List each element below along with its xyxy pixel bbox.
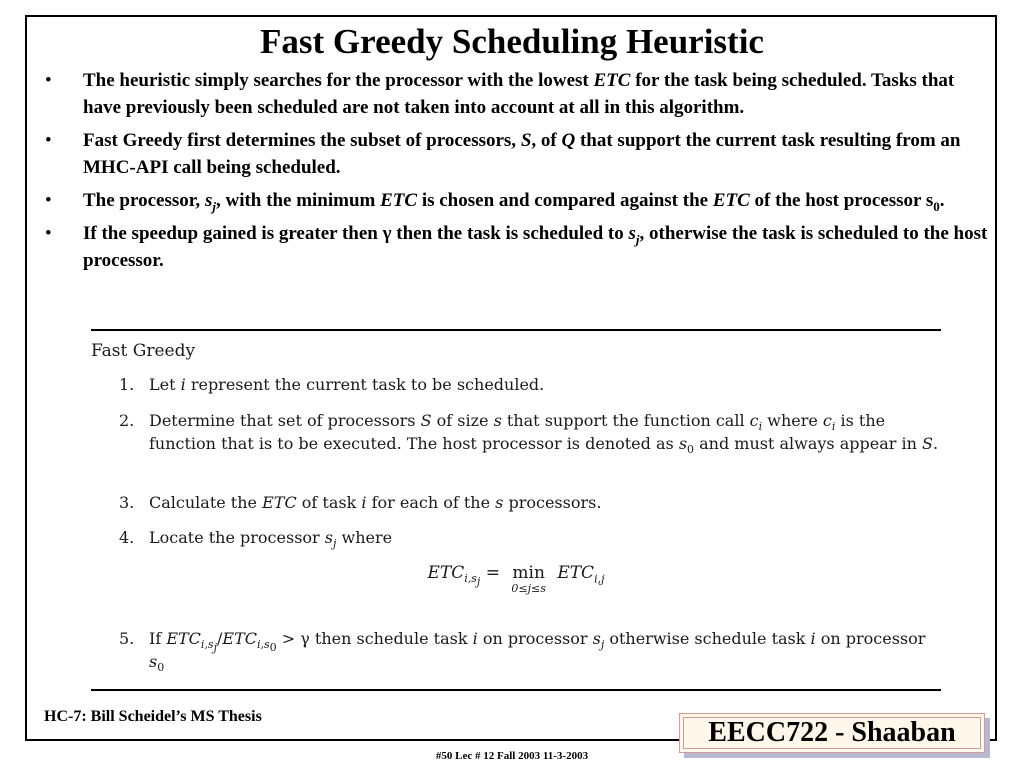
algorithm-box [91,329,941,691]
course-badge-label: EECC722 - Shaaban [683,717,981,749]
bullet-item: • Fast Greedy first determines the subset of processors, S, of Q that support the current task resulting from an MHC-API call being scheduled. [43,127,993,181]
course-badge [679,713,985,753]
slide-title: Fast Greedy Scheduling Heuristic [260,22,764,61]
algorithm-step: 4. Locate the processor $s_j$ where [119,528,393,551]
etc-min-formula: $ETC_{i,s_j} = \min$ 0≤j≤s $ETC_{i,j}$ [427,563,605,595]
bullet-item: • The heuristic simply searches for the processor with the lowest ETC for the task being scheduled. Tasks that have previously been scheduled are not taken into account at all in this algorithm. [43,67,993,121]
algorithm-step: 2. Determine that set of processors S of size s that support the function call $c_i$ where $c_i$ is the function that is to be executed. The host processor is denoted as $s_0$ and must always appear in S. [119,411,939,457]
slide-number-footer: #50 Lec # 12 Fall 2003 11-3-2003 [435,750,589,762]
algorithm-title: Fast Greedy [91,341,196,361]
bullet-item: • The processor, $s_j$, with the minimum ETC is chosen and compared against the ETC of the host processor $s_0$. [43,187,993,214]
bullet-dot-icon: • [45,70,52,91]
bullet-dot-icon: • [45,130,52,151]
bullet-list [43,67,993,280]
algorithm-step: 1. Let i represent the current task to be scheduled. [119,375,545,394]
bullet-dot-icon: • [45,223,52,244]
algorithm-step: 5. If $ETC_{i,s_j}/ETC_{i,s_0} > \gamma$ then schedule task i on processor $s_j$ otherwise schedule task i on processor $s_0$ [119,629,926,675]
bullet-item: • If the speedup gained is greater then γ then the task is scheduled to $s_j$, otherwise the task is scheduled to the host processor. [43,220,993,274]
min-operator: min 0≤j≤s [511,563,546,595]
algorithm-step: 3. Calculate the ETC of task i for each of the s processors. [119,493,602,512]
footer-source-label: HC-7: Bill Scheidel’s MS Thesis [44,708,262,725]
bullet-dot-icon: • [45,190,52,211]
